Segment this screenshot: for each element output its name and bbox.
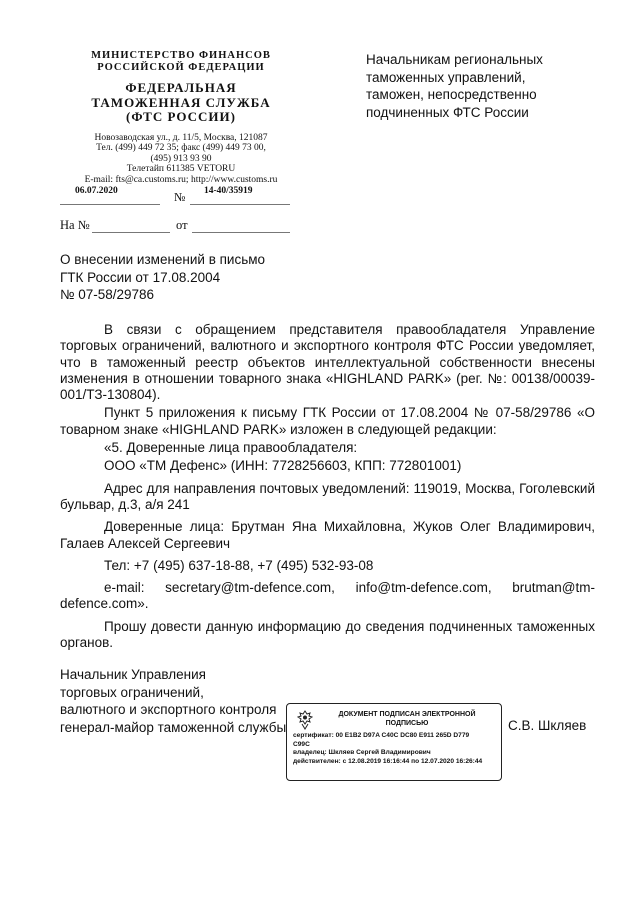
registration-date: 06.07.2020: [75, 186, 118, 196]
paragraph-emails: e-mail: secretary@tm-defence.com, info@tm-defence.com, brutman@tm-defence.com».: [60, 580, 595, 612]
registration-number: 14-40/35919: [204, 186, 253, 196]
service-line: ТАМОЖЕННАЯ СЛУЖБА: [91, 94, 271, 110]
reference-underline: [92, 232, 170, 233]
owner-line: владелец: Шкляев Сергей Владимирович: [293, 749, 431, 757]
teletype-line: Телетайп 611385 VETORU: [126, 164, 236, 175]
signatory-title: [60, 666, 300, 736]
reference-date-underline: [192, 232, 290, 233]
ministry-name: [50, 50, 312, 74]
address-line: Новозаводская ул., д. 11/5, Москва, 121087: [94, 132, 268, 143]
subject: [60, 251, 320, 304]
contact-block: [50, 133, 312, 186]
service-name: [50, 81, 312, 125]
service-line: ФЕДЕРАЛЬНАЯ: [125, 80, 237, 95]
paragraph-phones: Тел: +7 (495) 637-18-88, +7 (495) 532-93-08: [104, 557, 374, 573]
addressee-line: подчиненных ФТС России: [366, 104, 529, 120]
addressee: [366, 51, 601, 121]
date-underline: [60, 204, 160, 205]
signatory-title-line: торговых ограничений,: [60, 684, 204, 700]
subject-line: ГТК России от 17.08.2004: [60, 269, 221, 285]
addressee-line: таможенных управлений,: [366, 69, 526, 85]
stamp-title: [317, 711, 497, 728]
stamp-title-line: ПОДПИСЬЮ: [385, 719, 429, 727]
signatory-name: С.В. Шкляев: [508, 718, 587, 733]
paragraph-amendment: Пункт 5 приложения к письму ГТК России от 17.08.2004 № 07-58/29786 «О товарном знаке «HIGHLAND PARK» изложен в следующей редакции:: [60, 405, 595, 437]
paragraph-notification: В связи с обращением представителя правообладателя Управление торговых ограничений, валютного и экспортного контроля ФТС России уведомляет, что в таможенный реестр объектов интеллектуальной собственности внесены изменения в отношении товарного знака «HIGHLAND PARK» (рег. №: 00138/00039-001/ТЗ-130804).: [60, 322, 595, 403]
validity-line: действителен: с 12.08.2019 16:16:44 по 12.07.2020 16:26:44: [293, 757, 483, 765]
paragraph-trustees: Доверенные лица: Брутман Яна Михайловна, Жуков Олег Владимирович, Галаев Алексей Сергеевич: [60, 519, 595, 551]
ministry-line: МИНИСТЕРСТВО ФИНАНСОВ: [91, 50, 271, 61]
phone-line: Тел. (499) 449 72 35; факс (499) 449 73 00,: [96, 143, 266, 154]
paragraph-trustees-heading: «5. Доверенные лица правообладателя:: [104, 440, 358, 456]
stamp-details: [293, 732, 498, 766]
signatory-title-line: генерал-майор таможенной службы: [60, 719, 287, 735]
letter-body: [60, 322, 595, 651]
signatory-title-line: валютного и экспортного контроля: [60, 702, 277, 717]
service-line: (ФТС РОССИИ): [126, 109, 236, 124]
addressee-line: Начальникам региональных: [366, 52, 543, 67]
signatory-title-line: Начальник Управления: [60, 667, 206, 682]
certificate-line: сертификат: 00 E1B2 D97A C40C DC80 E911 265D D779: [293, 732, 470, 739]
ministry-line: РОССИЙСКОЙ ФЕДЕРАЦИИ: [97, 62, 265, 73]
stamp-title-line: ДОКУМЕНТ ПОДПИСАН ЭЛЕКТРОННОЙ: [338, 711, 476, 718]
paragraph-company: ООО «ТМ Дефенс» (ИНН: 7728256603, КПП: 772801001): [104, 458, 462, 474]
paragraph-request: Прошу довести данную информацию до сведения подчиненных таможенных органов.: [60, 618, 595, 651]
paragraph-address: Адрес для направления почтовых уведомлений: 119019, Москва, Гоголевский бульвар, д.3, а/я 241: [60, 480, 595, 512]
subject-line: № 07-58/29786: [60, 287, 155, 302]
reference-from-label: от: [176, 218, 188, 232]
number-underline: [190, 204, 290, 205]
reference-label: На №: [60, 218, 90, 232]
subject-line: О внесении изменений в письмо: [60, 252, 266, 267]
emblem-icon: [293, 709, 317, 731]
email-line: E-mail: fts@ca.customs.ru; http://www.customs.ru: [84, 174, 278, 185]
certificate-line: C99C: [293, 740, 310, 748]
number-sign: №: [174, 190, 186, 204]
electronic-signature-stamp: [286, 703, 502, 781]
addressee-line: таможен, непосредственно: [366, 87, 537, 102]
letterhead: [50, 50, 312, 185]
phone-line: (495) 913 93 90: [150, 153, 212, 164]
